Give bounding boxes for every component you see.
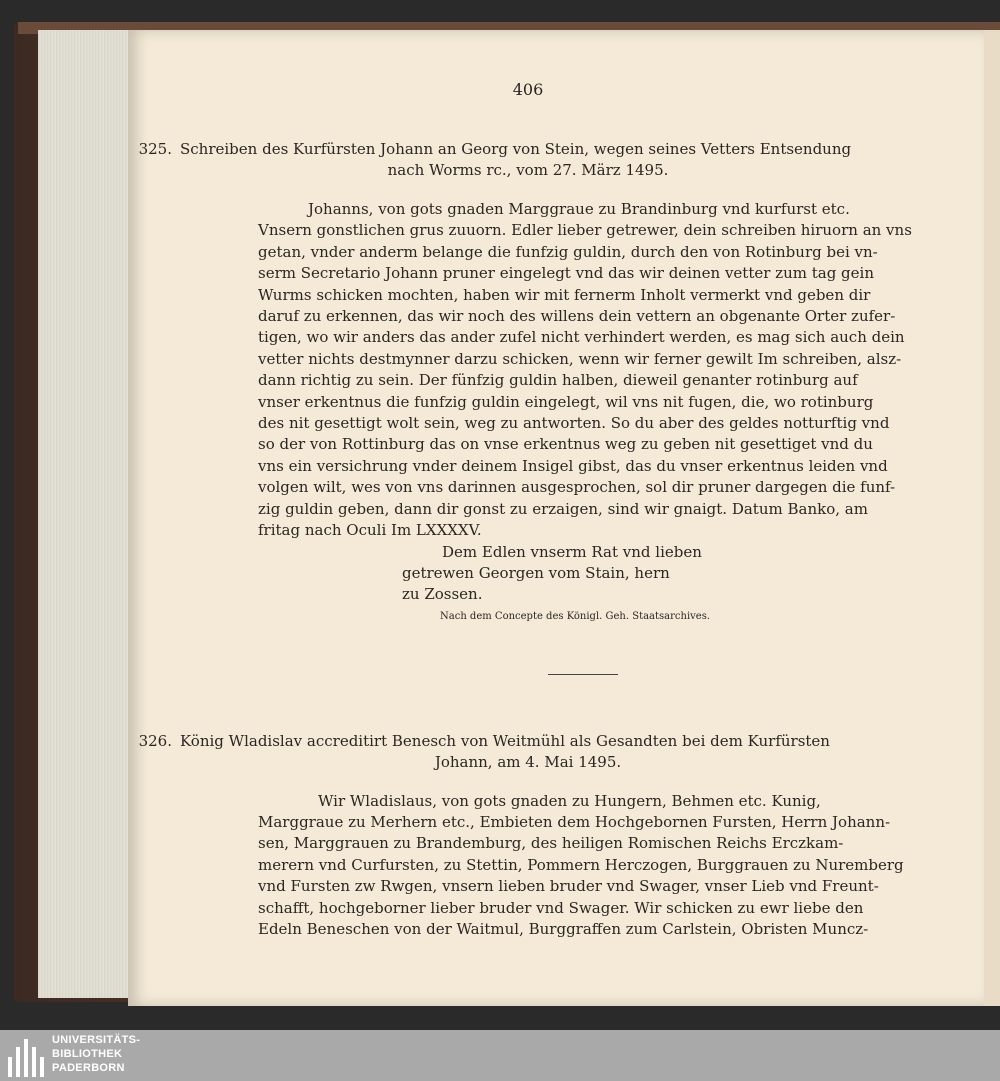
letter-326-body (258, 791, 1000, 941)
body-line: sen, Marggrauen zu Brandemburg, des heiligen Romischen Reichs Erczkam- (258, 834, 844, 853)
body-line: Marggraue zu Merhern etc., Embieten dem Hochgebornen Fursten, Herrn Johann- (258, 812, 891, 831)
body-line: vns ein versichrung vnder deinem Insigel gibst, das du vnser erkentnus leiden vnd (258, 456, 888, 475)
page-number: 406 (512, 80, 544, 99)
letter-325-address (184, 542, 928, 605)
letter-325-heading (128, 139, 928, 181)
body-line: vnd Fursten zw Rwgen, vnsern lieben bruder vnd Swager, vnser Lieb vnd Freunt- (258, 877, 879, 896)
body-line: volgen wilt, wes von vns darinnen ausgesprochen, sol dir pruner dargegen die funf- (258, 478, 896, 497)
library-name-line1: UNIVERSITÄTS- (52, 1034, 141, 1046)
body-line: dann richtig zu sein. Der fünfzig guldin halben, dieweil genanter rotinburg auf (258, 371, 858, 390)
library-logo-icon (8, 1035, 48, 1077)
library-name-line2: BIBLIOTHEK (52, 1048, 123, 1060)
letter-325-number: 325. (138, 140, 172, 158)
letter-326 (128, 731, 928, 941)
library-footer-bar (0, 1030, 1000, 1081)
letter-326-title-line2: Johann, am 4. Mai 1495. (434, 752, 622, 771)
page-edges (38, 30, 130, 998)
body-line: tigen, wo wir anders das ander zufel nicht verhindert werden, es mag sich auch dein (258, 328, 905, 347)
address-line: Dem Edlen vnserm Rat vnd lieben (442, 542, 702, 561)
body-line: serm Secretario Johann pruner eingelegt vnd das wir deinen vetter zum tag gein (258, 264, 874, 283)
address-line: zu Zossen. (402, 584, 483, 603)
body-line: merern vnd Curfursten, zu Stettin, Pommern Herczogen, Burggrauen zu Nuremberg (258, 855, 904, 874)
body-line: Edeln Beneschen von der Waitmul, Burggraffen zum Carlstein, Obristen Muncz- (258, 919, 869, 938)
body-line: daruf zu erkennen, das wir noch des willens dein vettern an obgenante Orter zufer- (258, 307, 896, 326)
letter-325-body (258, 199, 1000, 542)
section-divider (548, 674, 618, 675)
letter-326-heading (128, 731, 928, 773)
body-line: fritag nach Oculi Im LXXXXV. (258, 521, 482, 540)
body-line: getan, vnder anderm belange die funfzig guldin, durch den von Rotinburg bei vn- (258, 242, 878, 261)
page-content (128, 80, 928, 940)
letter-325-title-line1: Schreiben des Kurfürsten Johann an Georg von Stein, wegen seines Vetters Entsendung (180, 140, 852, 158)
body-line: vetter nichts destmynner darzu schicken, wenn wir ferner gewilt Im schreiben, alsz- (258, 349, 902, 368)
letter-326-title-line1: König Wladislav accreditirt Benesch von Weitmühl als Gesandten bei dem Kurfürsten (180, 731, 830, 750)
body-line: so der von Rottinburg das on vnse erkentnus weg zu geben nit gesettiget vnd du (258, 435, 873, 454)
letter-326-number: 326. (138, 731, 172, 750)
body-line: Wurms schicken mochten, haben wir mit fernerm Inholt vermerkt vnd geben dir (258, 285, 871, 304)
body-line: Vnsern gonstlichen grus zuuorn. Edler lieber getrewer, dein schreiben hiruorn an vns (258, 221, 912, 240)
address-line: getrewen Georgen vom Stain, hern (402, 563, 670, 582)
body-line: schafft, hochgeborner lieber bruder vnd Swager. Wir schicken zu ewr liebe den (258, 898, 864, 917)
letter-325-title-line2: nach Worms rc., vom 27. März 1495. (387, 161, 669, 179)
library-name-line3: PADERBORN (52, 1062, 125, 1074)
body-line: vnser erkentnus die funfzig guldin eingelegt, wil vns nit fugen, die, wo rotinburg (258, 392, 874, 411)
body-line: zig guldin geben, dann dir gonst zu erzaigen, sind wir gnaigt. Datum Banko, am (258, 499, 868, 518)
source-note: Nach dem Concepte des Königl. Geh. Staatsarchives. (440, 610, 711, 622)
body-line: des nit gesettigt wolt sein, weg zu antworten. So du aber des geldes notturftig vnd (258, 414, 890, 433)
letter-325 (128, 139, 928, 622)
body-line: Wir Wladislaus, von gots gnaden zu Hungern, Behmen etc. Kunig, (318, 791, 821, 810)
library-name (52, 1033, 140, 1075)
body-line: Johanns, von gots gnaden Marggraue zu Brandinburg vnd kurfurst etc. (308, 200, 850, 218)
